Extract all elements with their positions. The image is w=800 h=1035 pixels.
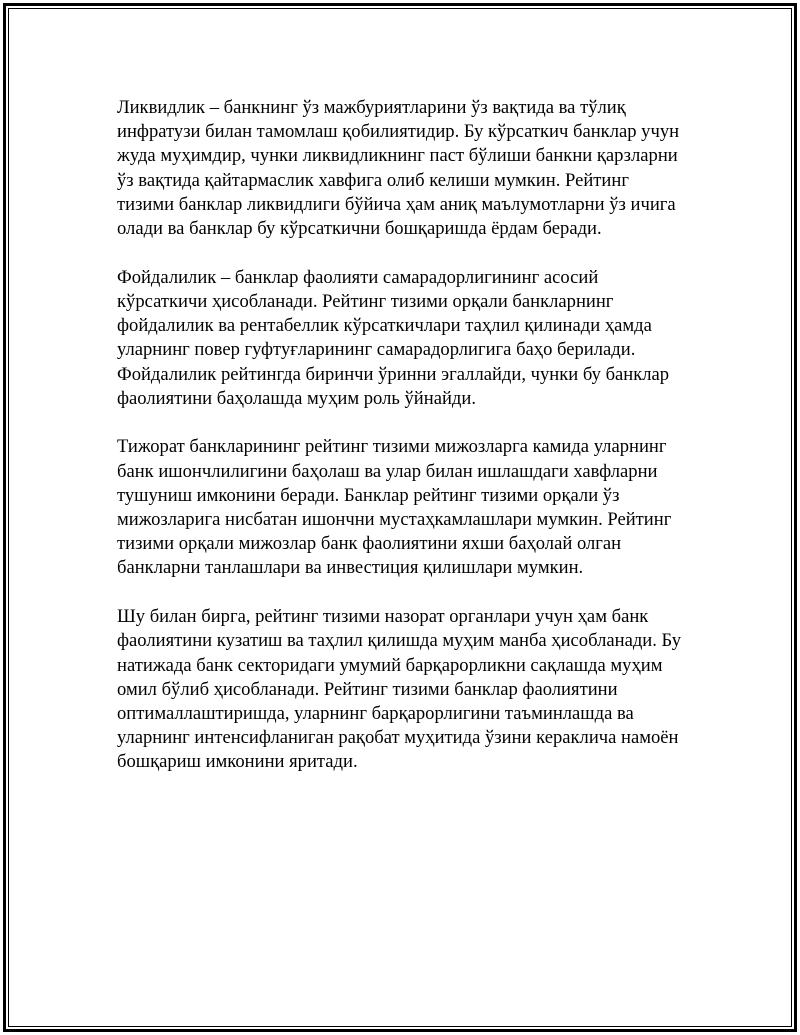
document-body: [117, 96, 687, 799]
paragraph-liquidity: Ликвидлик – банкнинг ўз мажбуриятларини ўз вақтида ва тўлиқ инфратузи билан тамомлаш қобилиятидир. Бу кўрсаткич банклар учун жуда муҳимдир, чунки ликвидликнинг паст бўлиши банкни қарзларни ўз вақтида қайтармаслик хавфига олиб келиши мумкин. Рейтинг тизими банклар ликвидлиги бўйича ҳам аниқ маълумотларни ўз ичига олади ва банклар бу кўрсаткични бошқаришда ёрдам беради.: [117, 97, 680, 240]
paragraph-customers: Тижорат банкларининг рейтинг тизими мижозларга камида уларнинг банк ишончлилигини баҳолаш ва улар билан ишлашдаги хавфларни тушуниш имконини беради. Банклар рейтинг тизими орқали ўз мижозларига нисбатан ишончни мустаҳкамлашлари мумкин. Рейтинг тизими орқали мижозлар банк фаолиятини яхши баҳолай олган банкларни танлашлари ва инвестиция қилишлари мумкин.: [117, 436, 672, 579]
document-page: [3, 3, 797, 1032]
paragraph-profitability: Фойдалилик – банклар фаолияти самарадорлигининг асосий кўрсаткичи ҳисобланади. Рейтинг тизими орқали банкларнинг фойдалилик ва рентабеллик кўрсаткичлари таҳлил қилинади ҳамда уларнинг повер гуфтуғларининг самарадорлигига баҳо берилади. Фойдалилик рейтингда биринчи ўринни эгаллайди, чунки бу банклар фаолиятини баҳолашда муҳим роль ўйнайди.: [117, 266, 670, 409]
paragraph-regulators: Шу билан бирга, рейтинг тизими назорат органлари учун ҳам банк фаолиятини кузатиш ва таҳлил қилишда муҳим манба ҳисобланади. Бу натижада банк секторидаги умумий барқарорликни сақлашда муҳим омил бўлиб ҳисобланади. Рейтинг тизими банклар фаолиятини оптималлаштиришда, уларнинг барқарорлигини таъминлашда ва уларнинг интенсифланиган рақобат муҳитида ўзини кераклича намоён бошқариш имконини яритади.: [117, 606, 682, 773]
